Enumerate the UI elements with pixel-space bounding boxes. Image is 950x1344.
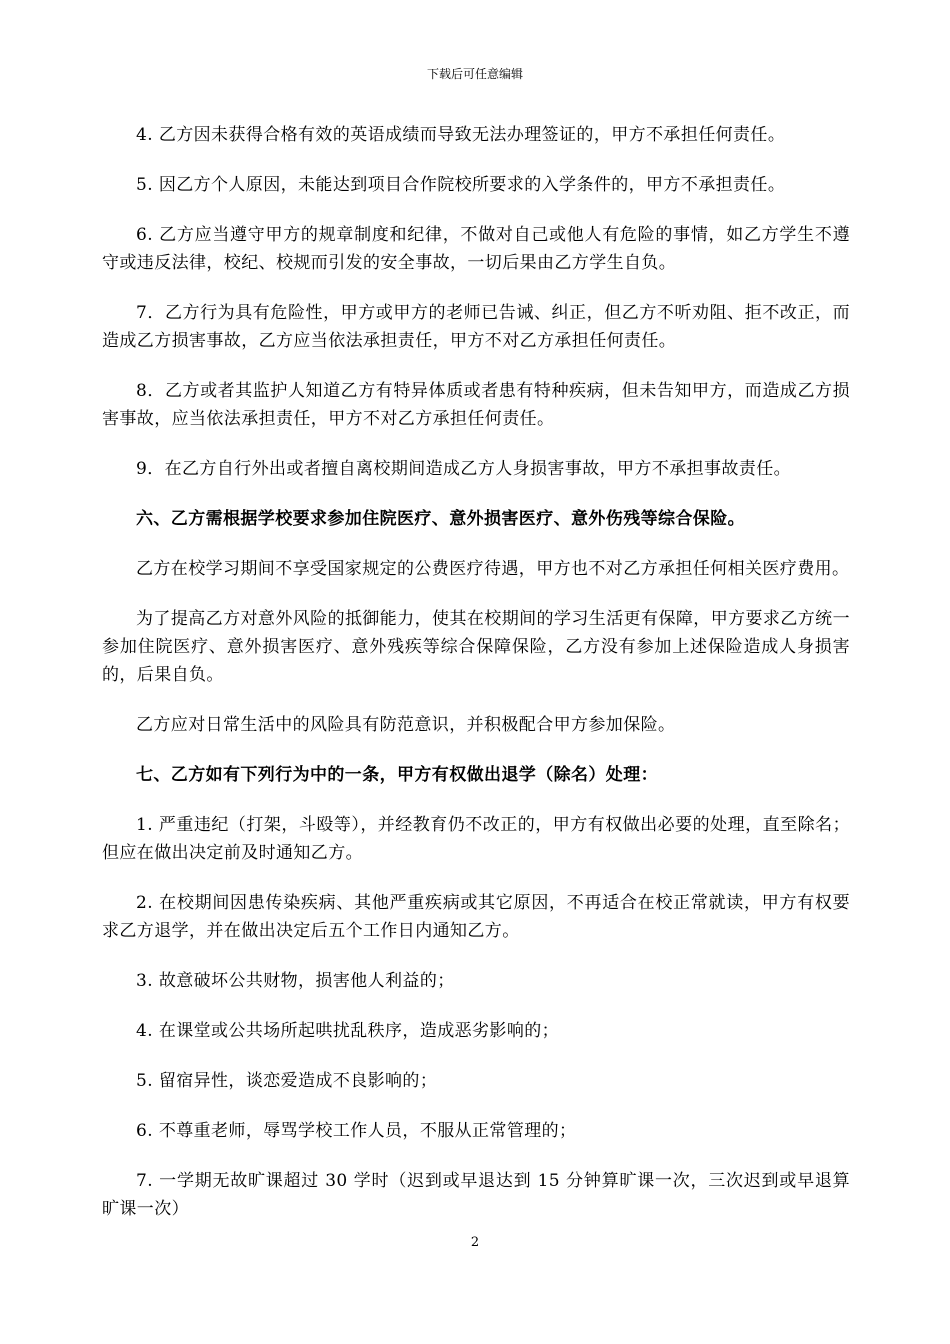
dismissal-item-4: 4. 在课堂或公共场所起哄扰乱秩序，造成恶劣影响的； [136,1021,560,1041]
dismissal-item-5: 5. 留宿异性，谈恋爱造成不良影响的； [136,1071,438,1091]
page-number: 2 [470,1235,480,1250]
dismissal-item-2: 2. 在校期间因患传染疾病、其他严重疾病或其它原因，不再适合在校正常就读，甲方有权要求乙方退学，并在做出决定后五个工作日内通知乙方。 [102,893,850,941]
clause-8: 8．乙方或者其监护人知道乙方有特异体质或者患有特种疾病，但未告知甲方，而造成乙方损害事故，应当依法承担责任，甲方不对乙方承担任何责任。 [102,381,850,429]
section-seven-heading: 七、乙方如有下列行为中的一条，甲方有权做出退学（除名）处理： [136,765,658,785]
clause-4: 4. 乙方因未获得合格有效的英语成绩而导致无法办理签证的，甲方不承担任何责任。 [136,125,786,145]
clause-6: 6. 乙方应当遵守甲方的规章制度和纪律，不做对自己或他人有危险的事情，如乙方学生不遵守或违反法律，校纪、校规而引发的安全事故，一切后果由乙方学生自负。 [102,225,850,273]
document-body [102,121,850,1245]
page-header: 下载后可任意编辑 [426,67,523,81]
insurance-paragraph-1: 乙方在校学习期间不享受国家规定的公费医疗待遇，甲方也不对乙方承担任何相关医疗费用。 [136,559,850,579]
dismissal-item-1: 1. 严重违纪（打架，斗殴等），并经教育仍不改正的，甲方有权做出必要的处理，直至除名；但应在做出决定前及时通知乙方。 [102,815,850,863]
dismissal-item-6: 6. 不尊重老师，辱骂学校工作人员，不服从正常管理的； [136,1121,577,1141]
dismissal-item-3: 3. 故意破坏公共财物，损害他人利益的； [136,971,455,991]
insurance-paragraph-3: 乙方应对日常生活中的风险具有防范意识，并积极配合甲方参加保险。 [136,715,676,735]
clause-7: 7．乙方行为具有危险性，甲方或甲方的老师已告诫、纠正，但乙方不听劝阻、拒不改正，而造成乙方损害事故，乙方应当依法承担责任，甲方不对乙方承担任何责任。 [102,303,850,351]
clause-9: 9．在乙方自行外出或者擅自离校期间造成乙方人身损害事故，甲方不承担事故责任。 [136,459,792,479]
clause-5: 5. 因乙方个人原因，未能达到项目合作院校所要求的入学条件的，甲方不承担责任。 [136,175,786,195]
section-six-heading: 六、乙方需根据学校要求参加住院医疗、意外损害医疗、意外伤残等综合保险。 [136,509,745,529]
dismissal-item-7: 7. 一学期无故旷课超过 30 学时（迟到或早退达到 15 分钟算旷课一次，三次迟到或早退算旷课一次） [102,1171,850,1219]
insurance-paragraph-2: 为了提高乙方对意外风险的抵御能力，使其在校期间的学习生活更有保障，甲方要求乙方统一参加住院医疗、意外损害医疗、意外残疾等综合保障保险，乙方没有参加上述保险造成人身损害的，后果自负。 [102,609,850,685]
